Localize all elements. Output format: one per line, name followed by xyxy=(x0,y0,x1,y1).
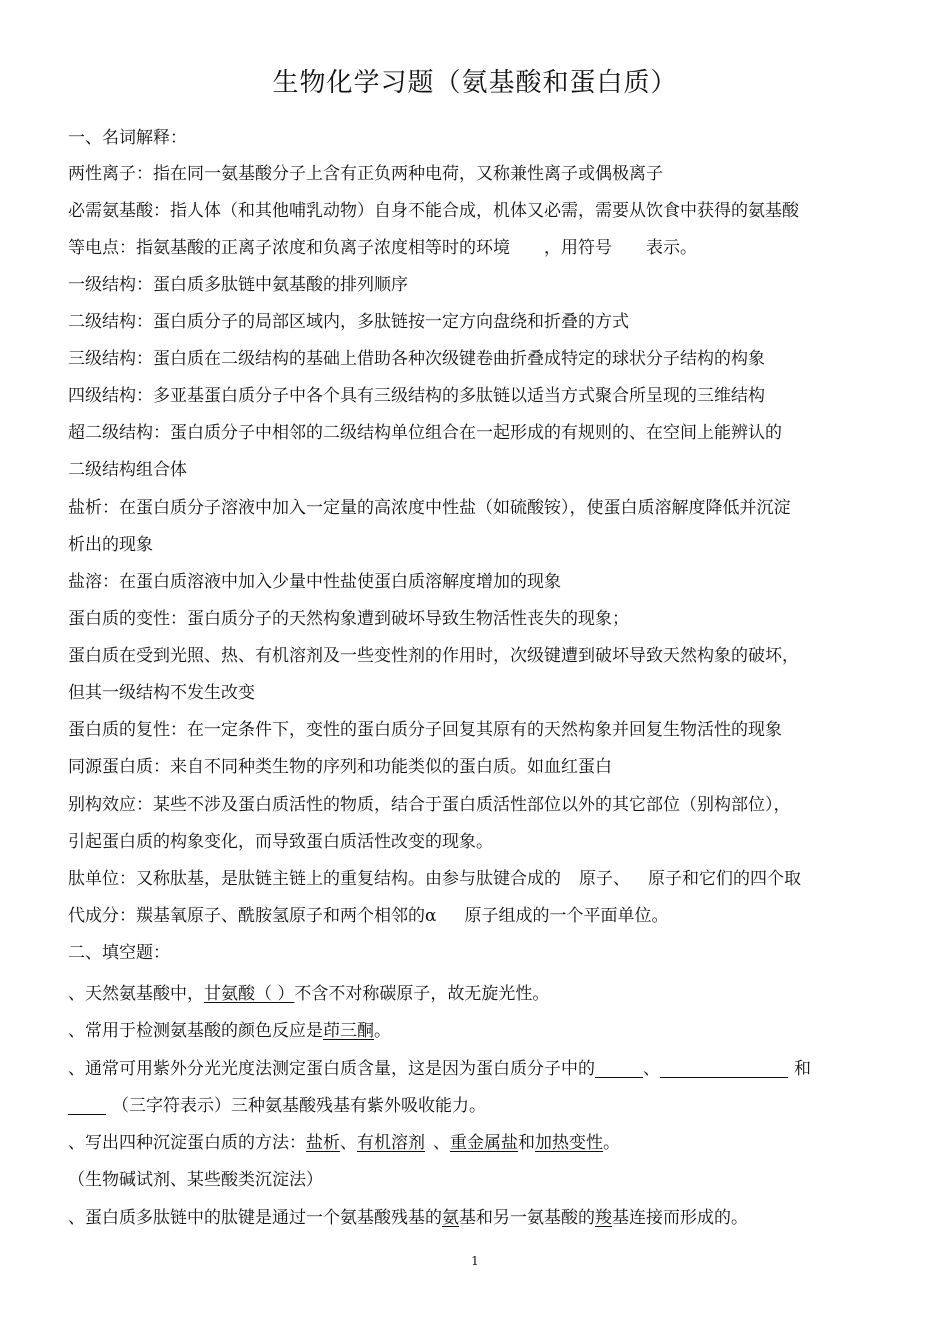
answer-blank xyxy=(660,1059,788,1078)
definition-isoelectric-point xyxy=(68,236,888,260)
definition-denaturation: 蛋白质的变性：蛋白质分子的天然构象遭到破坏导致生物活性丧失的现象； xyxy=(68,609,629,629)
definition-tertiary-structure: 三级结构：蛋白质在二级结构的基础上借助各种次级键卷曲折叠成特定的球状分子结构的构象 xyxy=(68,349,765,369)
question-3-cont xyxy=(68,1094,888,1118)
question-text: 和 xyxy=(794,1059,811,1079)
definition-text: 原子组成的一个平面单位。 xyxy=(464,906,669,926)
question-text: 基连接而形成的。 xyxy=(612,1208,748,1228)
answer-heavy-metal-salt: 重金属盐 xyxy=(450,1133,518,1153)
answer-organic-solvent: 有机溶剂 xyxy=(357,1133,425,1153)
question-text: 不含不对称碳原子，故无旋光性。 xyxy=(294,984,550,1004)
definition-allosteric-effect: 别构效应：某些不涉及蛋白质活性的物质，结合于蛋白质活性部位以外的其它部位（别构部位）， xyxy=(68,795,791,815)
definition-text: 原子、 xyxy=(579,869,630,889)
definition-quaternary-structure: 四级结构：多亚基蛋白质分子中各个具有三级结构的多肽链以适当方式聚合所呈现的三维结构 xyxy=(68,386,765,406)
question-1 xyxy=(68,982,888,1006)
question-text: 。 xyxy=(374,1021,391,1041)
definition-text: 表示。 xyxy=(646,238,697,258)
question-3 xyxy=(68,1057,888,1081)
question-text: 。 xyxy=(603,1133,620,1153)
definition-allosteric-effect-cont: 引起蛋白质的构象变化，而导致蛋白质活性改变的现象。 xyxy=(68,832,493,852)
question-text: 、天然氨基酸中， xyxy=(68,984,204,1004)
definition-salting-in: 盐溶：在蛋白质溶液中加入少量中性盐使蛋白质溶解度增加的现象 xyxy=(68,572,561,592)
answer-blank xyxy=(595,1059,643,1078)
definition-text: 代成分：羰基氧原子、酰胺氢原子和两个相邻的α xyxy=(68,906,437,926)
question-text: 、 xyxy=(433,1133,450,1153)
section-heading-fill-in: 二、填空题： xyxy=(68,943,170,963)
answer-ninhydrin: 茚三酮 xyxy=(323,1021,374,1041)
answer-glycine: 甘氨酸（ ） xyxy=(204,984,295,1004)
definition-peptide-unit-cont xyxy=(68,904,888,928)
page-title: 生物化学习题（氨基酸和蛋白质） xyxy=(272,68,678,98)
question-text: 基和另一氨基酸的 xyxy=(459,1208,595,1228)
question-text: 和 xyxy=(518,1133,535,1153)
definition-denaturation-detail: 蛋白质在受到光照、热、有机溶剂及一些变性剂的作用时，次级键遭到破坏导致天然构象的破坏， xyxy=(68,646,799,666)
definition-salting-out: 盐析：在蛋白质分子溶液中加入一定量的高浓度中性盐（如硫酸铵），使蛋白质溶解度降低并沉淀 xyxy=(68,498,791,518)
question-text: （三字符表示）三种氨基酸残基有紫外吸收能力。 xyxy=(112,1096,486,1116)
question-text: 、常用于检测氨基酸的颜色反应是 xyxy=(68,1021,323,1041)
definition-salting-out-cont: 析出的现象 xyxy=(68,535,153,555)
answer-amino: 氨 xyxy=(442,1208,459,1228)
page-number: 1 xyxy=(471,1254,479,1268)
question-text: 、 xyxy=(340,1133,357,1153)
definition-essential-amino-acid: 必需氨基酸：指人体（和其他哺乳动物）自身不能合成，机体又必需，需要从饮食中获得的氨基酸 xyxy=(68,201,799,221)
question-text: 、写出四种沉淀蛋白质的方法： xyxy=(68,1133,306,1153)
answer-salting-out: 盐析 xyxy=(306,1133,340,1153)
definition-primary-structure: 一级结构：蛋白质多肽链中氨基酸的排列顺序 xyxy=(68,275,408,295)
answer-heat-denaturation: 加热变性 xyxy=(535,1133,603,1153)
section-heading-definitions: 一、名词解释： xyxy=(68,128,187,148)
answer-carboxyl: 羧 xyxy=(595,1208,612,1228)
definition-text: 肽单位：又称肽基，是肽链主链上的重复结构。由参与肽键合成的 xyxy=(68,869,561,889)
definition-homologous-protein: 同源蛋白质：来自不同种类生物的序列和功能类似的蛋白质。如血红蛋白 xyxy=(68,757,612,777)
question-2 xyxy=(68,1019,888,1043)
answer-blank xyxy=(68,1096,106,1115)
definition-denaturation-detail-cont: 但其一级结构不发生改变 xyxy=(68,683,255,703)
definition-zwitterion: 两性离子：指在同一氨基酸分子上含有正负两种电荷，又称兼性离子或偶极离子 xyxy=(68,164,663,184)
definition-text: 原子和它们的四个取 xyxy=(648,869,801,889)
definition-renaturation: 蛋白质的复性：在一定条件下，变性的蛋白质分子回复其原有的天然构象并回复生物活性的现象 xyxy=(68,720,782,740)
definition-text: 等电点：指氨基酸的正离子浓度和负离子浓度相等时的环境 xyxy=(68,238,510,258)
definition-text: ，用符号 xyxy=(544,238,612,258)
question-text: 、 xyxy=(643,1059,660,1079)
question-5 xyxy=(68,1206,888,1230)
question-text: 、通常可用紫外分光光度法测定蛋白质含量，这是因为蛋白质分子中的 xyxy=(68,1059,595,1079)
question-4-note: （生物碱试剂、某些酸类沉淀法） xyxy=(68,1170,323,1190)
question-4 xyxy=(68,1131,888,1155)
definition-supersecondary-structure: 超二级结构：蛋白质分子中相邻的二级结构单位组合在一起形成的有规则的、在空间上能辨认的 xyxy=(68,423,782,443)
question-text: 、蛋白质多肽链中的肽键是通过一个氨基酸残基的 xyxy=(68,1208,442,1228)
definition-supersecondary-structure-cont: 二级结构组合体 xyxy=(68,460,187,480)
definition-secondary-structure: 二级结构：蛋白质分子的局部区域内，多肽链按一定方向盘绕和折叠的方式 xyxy=(68,312,629,332)
definition-peptide-unit xyxy=(68,867,888,891)
